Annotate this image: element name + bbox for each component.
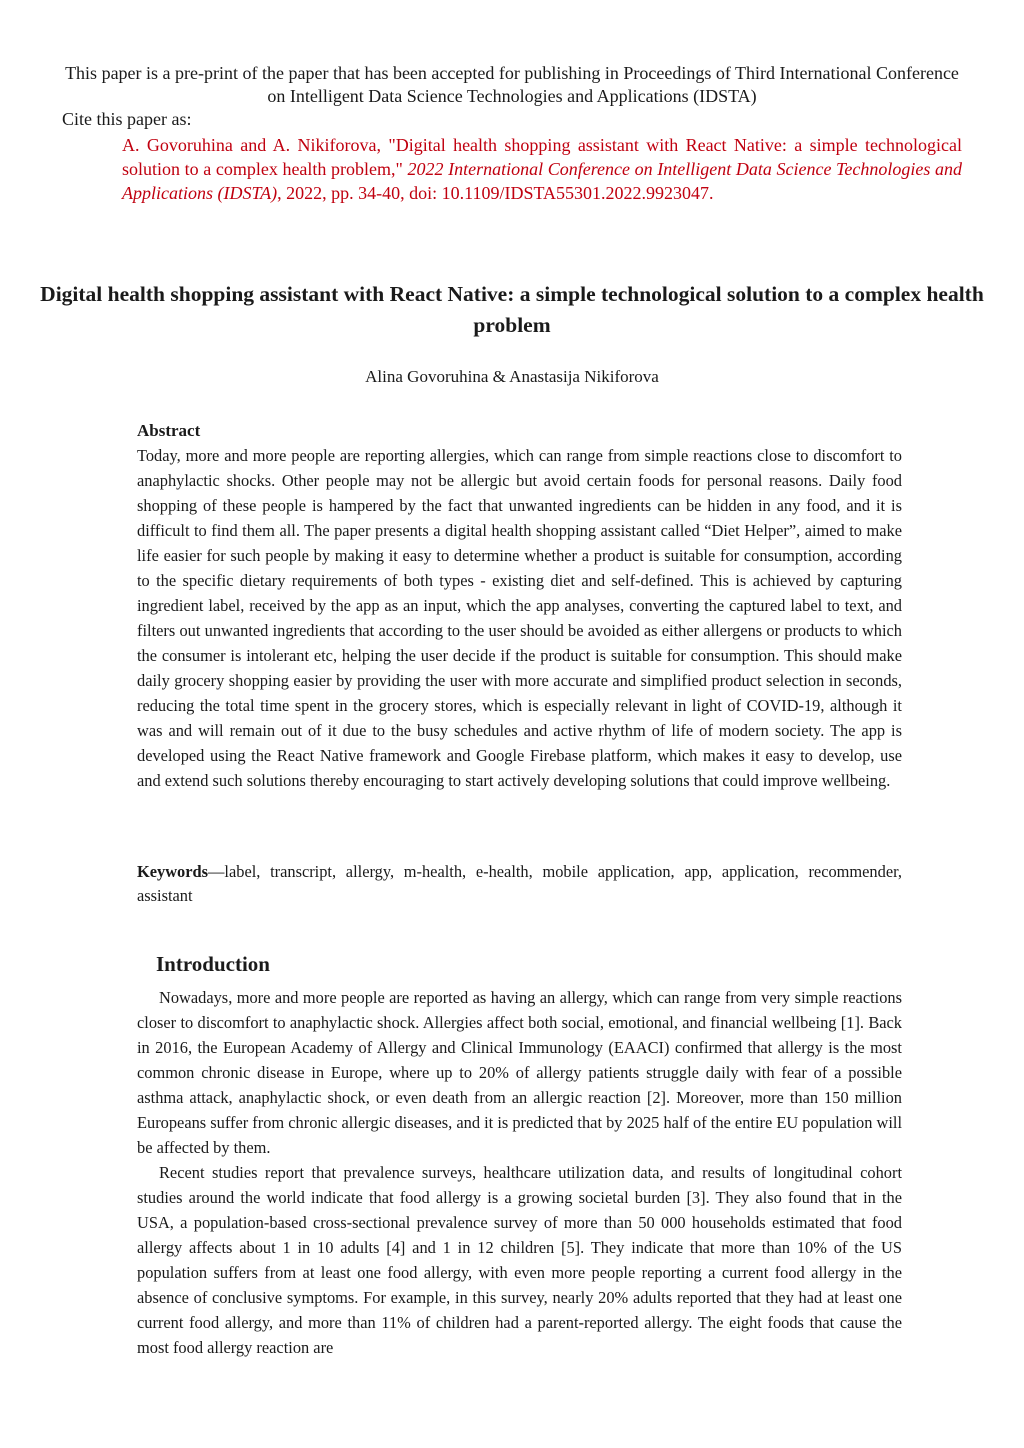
paper-title: Digital health shopping assistant with React Native: a simple technological solution to a complex health problem xyxy=(40,282,984,337)
paper-authors: Alina Govoruhina & Anastasija Nikiforova xyxy=(365,367,659,386)
keywords-text: —label, transcript, allergy, m-health, e-health, mobile application, app, application, recommender, assistant xyxy=(137,862,902,905)
preprint-note: This paper is a pre-print of the paper that has been accepted for publishing in Proceedings of Third International Conference on Intelligent Data Science Technologies and Applications (IDSTA) xyxy=(65,63,959,106)
abstract-heading: Abstract xyxy=(137,421,201,440)
abstract-text: Today, more and more people are reporting allergies, which can range from simple reactions close to discomfort to anaphylactic shocks. Other people may not be allergic but avoid certain foods for personal reasons. Daily food shopping of these people is hampered by the fact that unwanted ingredients can be hidden in any food, and it is difficult to find them all. The paper presents a digital health shopping assistant called “Diet Helper”, aimed to make life easier for such people by making it easy to determine whether a product is suitable for consumption, according to the specific dietary requirements of both types - existing diet and self-defined. This is achieved by capturing ingredient label, received by the app as an input, which the app analyses, converting the captured label to text, and filters out unwanted ingredients that according to the user should be avoided as either allergens or products to which the consumer is intolerant etc, helping the user decide if the product is suitable for consumption. This should make daily grocery shopping easier by providing the user with more accurate and simplified product selection in seconds, reducing the total time spent in the grocery stores, which is especially relevant in light of COVID-19, although it was and will remain out of it due to the busy schedules and active rhythm of life of modern society. The app is developed using the React Native framework and Google Firebase platform, which makes it easy to develop, use and extend such solutions thereby encouraging to start actively developing solutions that could improve wellbeing. xyxy=(137,446,902,790)
citation xyxy=(122,133,962,205)
citation-tail: , 2022, pp. 34-40, doi: 10.1109/IDSTA55301.2022.9923047. xyxy=(277,183,714,203)
citation-authors-title: A. Govoruhina and A. Nikiforova, "Digital health shopping assistant with React Native: a simple technological solution to a complex health problem," xyxy=(122,135,962,179)
citation-venue: 2022 International Conference on Intelligent Data Science Technologies and Applications (IDSTA) xyxy=(122,159,962,203)
intro-paragraph: Nowadays, more and more people are reported as having an allergy, which can range from very simple reactions closer to discomfort to anaphylactic shock. Allergies affect both social, emotional, and financial wellbeing [1]. Back in 2016, the European Academy of Allergy and Clinical Immunology (EAACI) confirmed that allergy is the most common chronic disease in Europe, where up to 20% of allergy patients struggle daily with fear of a possible asthma attack, anaphylactic shock, or even death from an allergic reaction [2]. Moreover, more than 150 million Europeans suffer from chronic allergic diseases, and it is predicted that by 2025 half of the entire EU population will be affected by them. xyxy=(137,988,902,1157)
keywords-label: Keywords xyxy=(137,862,209,881)
keywords xyxy=(137,860,902,908)
section-heading-introduction: Introduction xyxy=(156,952,270,976)
cite-label: Cite this paper as: xyxy=(62,109,192,129)
intro-paragraph: Recent studies report that prevalence surveys, healthcare utilization data, and results of longitudinal cohort studies around the world indicate that food allergy is a growing societal burden [3]. They also found that in the USA, a population-based cross-sectional prevalence survey of more than 50 000 households estimated that food allergy affects about 1 in 10 adults [4] and 1 in 12 children [5]. They indicate that more than 10% of the US population suffers from at least one food allergy, with even more people reporting a current food allergy in the absence of conclusive symptoms. For example, in this survey, nearly 20% adults reported that they had at least one current food allergy, and more than 11% of children had a parent-reported allergy. The eight foods that cause the most food allergy reaction are xyxy=(137,1163,902,1357)
